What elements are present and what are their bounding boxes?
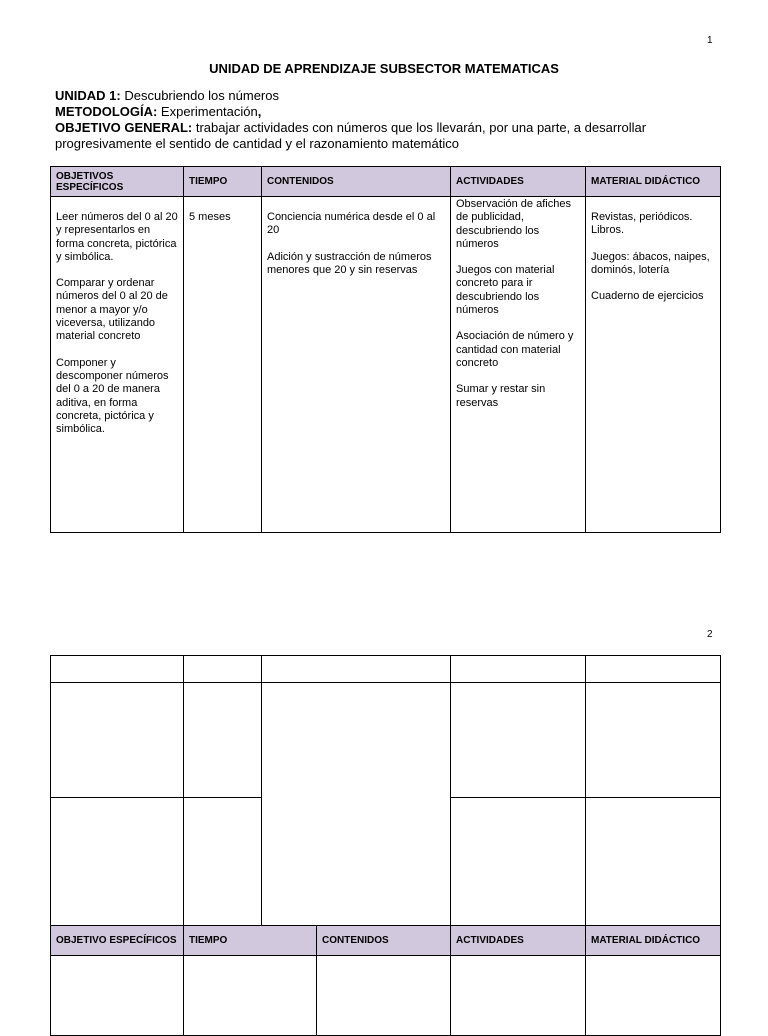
table-row [51, 197, 721, 533]
contenidos-cell [262, 197, 451, 533]
unidad-value: Descubriendo los números [120, 88, 279, 103]
objetivos-cell [51, 197, 184, 533]
empty-table [50, 655, 721, 926]
empty-cell [51, 656, 184, 683]
header-objetivos: OBJETIVOS ESPECÍFICOS [51, 167, 184, 197]
material-item: Revistas, periódicos. Libros. [591, 211, 693, 237]
header-actividades: ACTIVIDADES [451, 926, 586, 956]
empty-cell [451, 798, 586, 926]
empty-cell [51, 798, 184, 926]
tiempo-cell [184, 197, 262, 533]
second-unit-table [50, 925, 721, 1036]
material-cell [586, 197, 721, 533]
metodologia-comma: , [257, 104, 262, 119]
page-number: 2 [707, 629, 713, 640]
objetivo-value-line2: progresivamente el sentido de cantidad y el razonamiento matemático [55, 136, 459, 151]
empty-cell [51, 683, 184, 798]
empty-cell [184, 798, 262, 926]
empty-cell [262, 656, 451, 683]
actividad-item: Asociación de número y cantidad con material concreto [456, 330, 574, 369]
objetivo-general-line [55, 120, 646, 136]
table-row [51, 683, 721, 798]
objetivo-item: Componer y descomponer números del 0 a 20 de manera aditiva, en forma concreta, pictórica y simbólica. [56, 356, 169, 436]
empty-cell [586, 798, 721, 926]
objetivo-value-line1: trabajar actividades con números que los llevarán, por una parte, a desarrollar [192, 120, 647, 135]
empty-cell [451, 656, 586, 683]
page-number: 1 [707, 35, 713, 46]
empty-cell [451, 683, 586, 798]
contenido-item: Adición y sustracción de números menores que 20 y sin reservas [267, 250, 432, 276]
empty-cell [184, 683, 262, 798]
metodologia-label: METODOLOGÍA: [55, 104, 158, 119]
actividad-item: Sumar y restar sin reservas [456, 383, 546, 409]
table-row [51, 656, 721, 683]
header-tiempo: TIEMPO [184, 926, 317, 956]
header-contenidos: CONTENIDOS [317, 926, 451, 956]
header-material: MATERIAL DIDÁCTICO [586, 926, 721, 956]
actividad-item: Observación de afiches de publicidad, descubriendo los números [456, 198, 571, 250]
unidad-label: UNIDAD 1: [55, 88, 121, 103]
objetivo-label: OBJETIVO GENERAL: [55, 120, 193, 135]
material-item: Cuaderno de ejercicios [591, 290, 704, 303]
header-material: MATERIAL DIDÁCTICO [586, 167, 721, 197]
contenido-item: Conciencia numérica desde el 0 al 20 [267, 211, 436, 237]
empty-cell [184, 656, 262, 683]
table-header-row [51, 167, 721, 197]
table-header-row [51, 926, 721, 956]
objetivo-item: Comparar y ordenar números del 0 al 20 de menor a mayor y/o viceversa, utilizando material concreto [56, 277, 168, 343]
metodologia-line [55, 104, 261, 120]
empty-cell [586, 683, 721, 798]
material-item: Juegos: ábacos, naipes, dominós, lotería [591, 250, 710, 276]
unit-table [50, 166, 721, 533]
empty-cell [586, 656, 721, 683]
unidad-line [55, 88, 279, 104]
objetivo-item: Leer números del 0 al 20 y representarlos en forma concreta, pictórica y simbólica. [56, 211, 178, 263]
actividad-item: Juegos con material concreto para ir descubriendo los números [456, 264, 555, 317]
document-title: UNIDAD DE APRENDIZAJE SUBSECTOR MATEMATICAS [209, 61, 559, 76]
metodologia-value: Experimentación [157, 104, 258, 119]
header-objetivos: OBJETIVO ESPECÍFICOS [51, 926, 184, 956]
header-contenidos: CONTENIDOS [262, 167, 451, 197]
empty-cell [262, 683, 451, 926]
actividades-cell [451, 197, 586, 533]
objetivo-general-line2 [55, 136, 459, 152]
header-actividades: ACTIVIDADES [451, 167, 586, 197]
header-tiempo: TIEMPO [184, 167, 262, 197]
tiempo-value: 5 meses [189, 211, 231, 223]
